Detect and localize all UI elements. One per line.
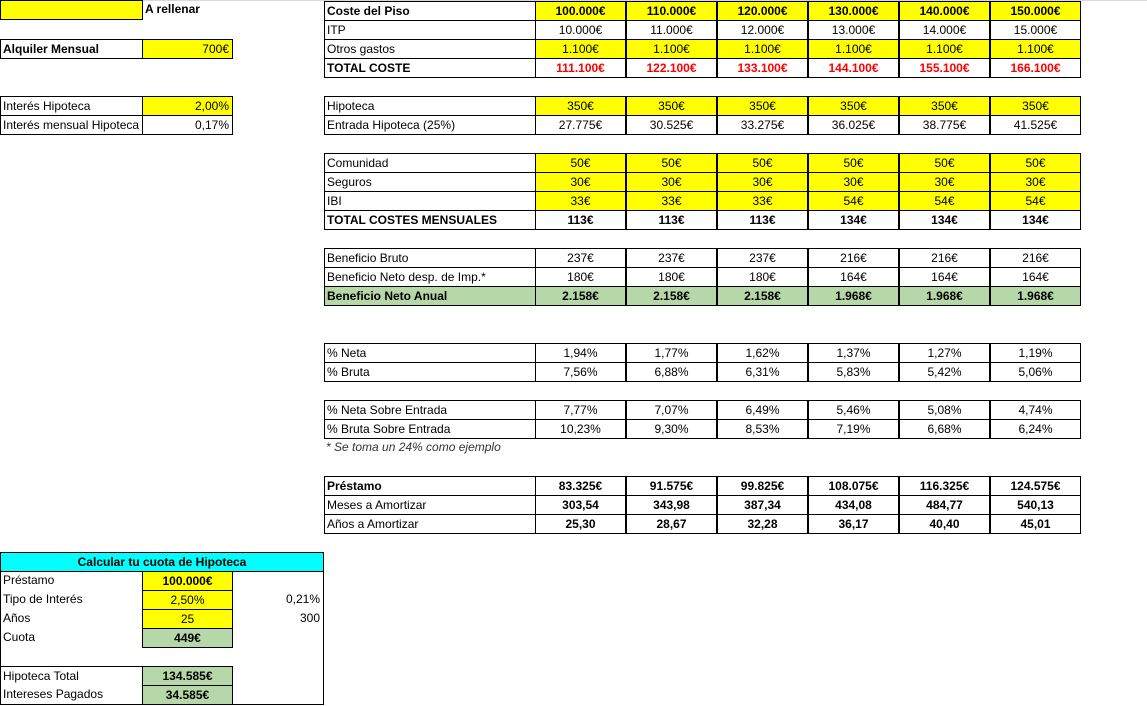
annual-net-benefit-cell: 2.158€: [717, 286, 808, 306]
loan-cell: 99.825€: [717, 476, 808, 496]
price-column-header[interactable]: 140.000€: [899, 1, 990, 21]
down-payment-cell: 30.525€: [626, 115, 717, 135]
total-cost-cell: 111.100€: [535, 58, 626, 78]
itp-cell: 11.000€: [626, 20, 717, 40]
total-monthly-cell: 113€: [626, 210, 717, 230]
calc-frame: [0, 571, 324, 705]
calc-monthly-rate: 0,21%: [285, 592, 320, 606]
gross-pct-cell: 5,83%: [808, 362, 899, 382]
net-benefit-cell: 164€: [808, 267, 899, 287]
gross-pct-entry-cell: 10,23%: [535, 419, 626, 439]
months-cell: 303,54: [535, 495, 626, 515]
down-payment-cell: 38.775€: [899, 115, 990, 135]
calc-months: 300: [299, 611, 320, 625]
itp-cell: 13.000€: [808, 20, 899, 40]
loan-cell: 124.575€: [990, 476, 1081, 496]
net-benefit-cell: 164€: [990, 267, 1081, 287]
total-cost-cell: 122.100€: [626, 58, 717, 78]
input-legend-label: A rellenar: [145, 2, 200, 16]
net-pct-entry-label: % Neta Sobre Entrada: [324, 400, 536, 420]
total-monthly-cell: 113€: [717, 210, 808, 230]
calc-payment-label: Cuota: [3, 630, 36, 644]
insurance-label: Seguros: [324, 172, 536, 192]
loan-cell: 108.075€: [808, 476, 899, 496]
net-pct-entry-cell: 5,46%: [808, 400, 899, 420]
years-cell: 40,40: [899, 514, 990, 534]
cost-header-label: Coste del Piso: [324, 1, 536, 21]
community-cell[interactable]: 50€: [899, 153, 990, 173]
other-costs-cell[interactable]: 1.100€: [990, 39, 1081, 59]
itp-cell: 10.000€: [535, 20, 626, 40]
insurance-cell[interactable]: 30€: [808, 172, 899, 192]
total-monthly-cell: 134€: [808, 210, 899, 230]
calc-years-label: Años: [3, 611, 31, 625]
gross-benefit-cell: 216€: [990, 248, 1081, 268]
community-cell[interactable]: 50€: [990, 153, 1081, 173]
calc-total-label: Hipoteca Total: [1, 666, 142, 686]
monthly-rate-value[interactable]: 0,17%: [142, 115, 233, 135]
mortgage-cell[interactable]: 350€: [990, 96, 1081, 116]
total-monthly-cell: 134€: [990, 210, 1081, 230]
gross-pct-entry-label: % Bruta Sobre Entrada: [324, 419, 536, 439]
rent-label: Alquiler Mensual: [0, 39, 143, 59]
ibi-label: IBI: [324, 191, 536, 211]
total-cost-label: TOTAL COSTE: [324, 58, 536, 78]
other-costs-cell[interactable]: 1.100€: [717, 39, 808, 59]
ibi-cell[interactable]: 33€: [717, 191, 808, 211]
net-pct-entry-cell: 4,74%: [990, 400, 1081, 420]
net-benefit-cell: 180€: [626, 267, 717, 287]
calc-years-input[interactable]: 25: [142, 609, 233, 629]
mortgage-cell[interactable]: 350€: [899, 96, 990, 116]
gross-pct-label: % Bruta: [324, 362, 536, 382]
ibi-cell[interactable]: 54€: [899, 191, 990, 211]
net-pct-entry-cell: 7,07%: [626, 400, 717, 420]
mortgage-cell[interactable]: 350€: [626, 96, 717, 116]
ibi-cell[interactable]: 54€: [990, 191, 1081, 211]
net-pct-entry-cell: 5,08%: [899, 400, 990, 420]
total-cost-cell: 144.100€: [808, 58, 899, 78]
net-pct-cell: 1,19%: [990, 343, 1081, 363]
other-costs-cell[interactable]: 1.100€: [808, 39, 899, 59]
rate-input[interactable]: 2,00%: [142, 96, 233, 116]
net-pct-cell: 1,27%: [899, 343, 990, 363]
price-column-header[interactable]: 100.000€: [535, 1, 626, 21]
months-cell: 343,98: [626, 495, 717, 515]
net-pct-label: % Neta: [324, 343, 536, 363]
years-cell: 28,67: [626, 514, 717, 534]
ibi-cell[interactable]: 33€: [535, 191, 626, 211]
gross-benefit-label: Beneficio Bruto: [324, 248, 536, 268]
net-pct-cell: 1,77%: [626, 343, 717, 363]
months-cell: 387,34: [717, 495, 808, 515]
total-monthly-cell: 113€: [535, 210, 626, 230]
net-benefit-cell: 164€: [899, 267, 990, 287]
down-payment-label: Entrada Hipoteca (25%): [324, 115, 536, 135]
itp-label: ITP: [324, 20, 536, 40]
annual-net-benefit-label: Beneficio Neto Anual: [324, 286, 536, 306]
total-cost-cell: 166.100€: [990, 58, 1081, 78]
years-label: Años a Amortizar: [324, 514, 536, 534]
annual-net-benefit-cell: 2.158€: [535, 286, 626, 306]
community-cell[interactable]: 50€: [717, 153, 808, 173]
other-costs-cell[interactable]: 1.100€: [535, 39, 626, 59]
annual-net-benefit-cell: 1.968€: [990, 286, 1081, 306]
gross-pct-entry-cell: 9,30%: [626, 419, 717, 439]
down-payment-cell: 27.775€: [535, 115, 626, 135]
loan-label: Préstamo: [324, 476, 536, 496]
net-pct-entry-cell: 7,77%: [535, 400, 626, 420]
years-cell: 32,28: [717, 514, 808, 534]
input-legend-swatch[interactable]: [0, 0, 143, 20]
mortgage-cell[interactable]: 350€: [717, 96, 808, 116]
calc-loan-label: Préstamo: [3, 573, 55, 587]
gross-pct-cell: 5,06%: [990, 362, 1081, 382]
calc-title: Calcular tu cuota de Hipoteca: [0, 552, 324, 572]
years-cell: 45,01: [990, 514, 1081, 534]
price-column-header[interactable]: 120.000€: [717, 1, 808, 21]
rent-input[interactable]: 700€: [142, 39, 233, 59]
net-pct-cell: 1,94%: [535, 343, 626, 363]
calc-loan-input[interactable]: 100.000€: [142, 571, 233, 591]
calc-payment-value: 449€: [142, 628, 233, 648]
ibi-cell[interactable]: 33€: [626, 191, 717, 211]
gross-benefit-cell: 237€: [717, 248, 808, 268]
itp-cell: 15.000€: [990, 20, 1081, 40]
gross-pct-entry-cell: 8,53%: [717, 419, 808, 439]
tax-footnote: * Se toma un 24% como ejemplo: [326, 440, 501, 454]
net-pct-cell: 1,37%: [808, 343, 899, 363]
annual-net-benefit-cell: 1.968€: [808, 286, 899, 306]
months-cell: 540,13: [990, 495, 1081, 515]
loan-cell: 116.325€: [899, 476, 990, 496]
annual-net-benefit-cell: 1.968€: [899, 286, 990, 306]
total-cost-cell: 155.100€: [899, 58, 990, 78]
price-column-header[interactable]: 130.000€: [808, 1, 899, 21]
down-payment-cell: 33.275€: [717, 115, 808, 135]
mortgage-cell[interactable]: 350€: [535, 96, 626, 116]
calc-interest-label: Intereses Pagados: [3, 687, 104, 701]
insurance-cell[interactable]: 30€: [899, 172, 990, 192]
gross-benefit-cell: 216€: [808, 248, 899, 268]
insurance-cell[interactable]: 30€: [990, 172, 1081, 192]
other-costs-label: Otros gastos: [324, 39, 536, 59]
itp-cell: 14.000€: [899, 20, 990, 40]
loan-cell: 91.575€: [626, 476, 717, 496]
community-label: Comunidad: [324, 153, 536, 173]
monthly-rate-label: Interés mensual Hipoteca: [0, 115, 143, 135]
other-costs-cell[interactable]: 1.100€: [899, 39, 990, 59]
community-cell[interactable]: 50€: [535, 153, 626, 173]
down-payment-cell: 41.525€: [990, 115, 1081, 135]
years-cell: 36,17: [808, 514, 899, 534]
annual-net-benefit-cell: 2.158€: [626, 286, 717, 306]
loan-cell: 83.325€: [535, 476, 626, 496]
net-benefit-label: Beneficio Neto desp. de Imp.*: [324, 267, 536, 287]
insurance-cell[interactable]: 30€: [717, 172, 808, 192]
gross-pct-entry-cell: 7,19%: [808, 419, 899, 439]
calc-total-value: 134.585€: [142, 666, 233, 686]
other-costs-cell[interactable]: 1.100€: [626, 39, 717, 59]
calc-rate-label: Tipo de Interés: [3, 592, 83, 606]
community-cell[interactable]: 50€: [808, 153, 899, 173]
price-column-header[interactable]: 110.000€: [626, 1, 717, 21]
gross-pct-cell: 6,31%: [717, 362, 808, 382]
calc-interest-value: 34.585€: [142, 685, 233, 705]
years-cell: 25,30: [535, 514, 626, 534]
calc-rate-input[interactable]: 2,50%: [142, 590, 233, 610]
gross-pct-cell: 7,56%: [535, 362, 626, 382]
months-cell: 484,77: [899, 495, 990, 515]
rate-label: Interés Hipoteca: [0, 96, 143, 116]
mortgage-cell[interactable]: 350€: [808, 96, 899, 116]
gross-benefit-cell: 237€: [626, 248, 717, 268]
net-pct-entry-cell: 6,49%: [717, 400, 808, 420]
insurance-cell[interactable]: 30€: [626, 172, 717, 192]
months-label: Meses a Amortizar: [324, 495, 536, 515]
mortgage-label: Hipoteca: [324, 96, 536, 116]
net-pct-cell: 1,62%: [717, 343, 808, 363]
itp-cell: 12.000€: [717, 20, 808, 40]
gross-pct-cell: 5,42%: [899, 362, 990, 382]
gross-benefit-cell: 216€: [899, 248, 990, 268]
net-benefit-cell: 180€: [717, 267, 808, 287]
total-cost-cell: 133.100€: [717, 58, 808, 78]
gross-pct-cell: 6,88%: [626, 362, 717, 382]
gross-benefit-cell: 237€: [535, 248, 626, 268]
total-monthly-cell: 134€: [899, 210, 990, 230]
gross-pct-entry-cell: 6,24%: [990, 419, 1081, 439]
ibi-cell[interactable]: 54€: [808, 191, 899, 211]
insurance-cell[interactable]: 30€: [535, 172, 626, 192]
community-cell[interactable]: 50€: [626, 153, 717, 173]
net-benefit-cell: 180€: [535, 267, 626, 287]
price-column-header[interactable]: 150.000€: [990, 1, 1081, 21]
months-cell: 434,08: [808, 495, 899, 515]
down-payment-cell: 36.025€: [808, 115, 899, 135]
total-monthly-label: TOTAL COSTES MENSUALES: [324, 210, 536, 230]
gross-pct-entry-cell: 6,68%: [899, 419, 990, 439]
